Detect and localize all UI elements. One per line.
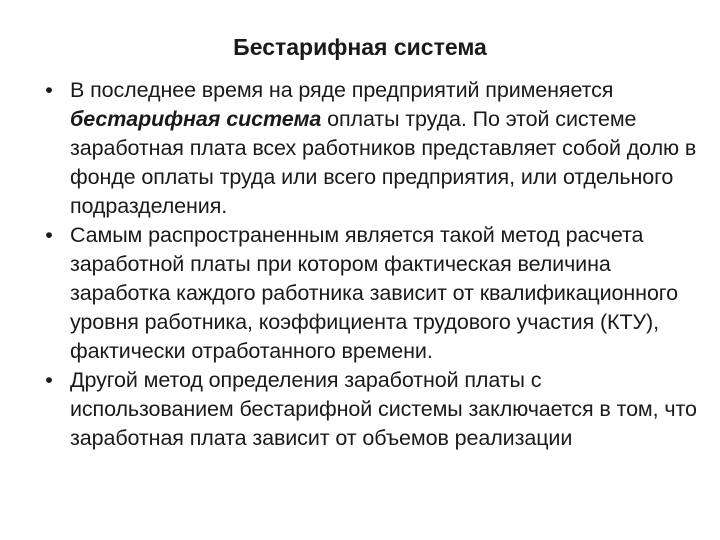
emphasized-term: бестарифная система xyxy=(70,107,322,131)
bullet-text-part: оплаты труда. По этой системе заработная плата всех работников представляет собой долю в фонде оплаты труда или всего предприятия, или отдельного подразделения. xyxy=(70,107,697,218)
bullet-item xyxy=(0,366,720,453)
bullet-text-part: В последнее время на ряде предприятий применяется xyxy=(70,78,614,102)
bullet-text xyxy=(70,76,710,221)
bullet-text: Другой метод определения заработной платы с использованием бестарифной системы заключается в том, что заработная плата зависит от объемов реализации xyxy=(70,368,697,450)
bullet-dot-icon: • xyxy=(45,368,53,392)
slide-title: Бестарифная система xyxy=(233,34,487,60)
bullet-dot-icon: • xyxy=(45,223,53,247)
bullet-item xyxy=(0,76,720,221)
bullet-item xyxy=(0,221,720,366)
bullet-list xyxy=(0,76,720,453)
bullet-text: Самым распространенным является такой метод расчета заработной платы при котором фактическая величина заработка каждого работника зависит от квалификационного уровня работника, коэффициента трудового участия (КТУ), фактически отработанного времени. xyxy=(70,223,678,363)
bullet-dot-icon: • xyxy=(45,78,53,102)
